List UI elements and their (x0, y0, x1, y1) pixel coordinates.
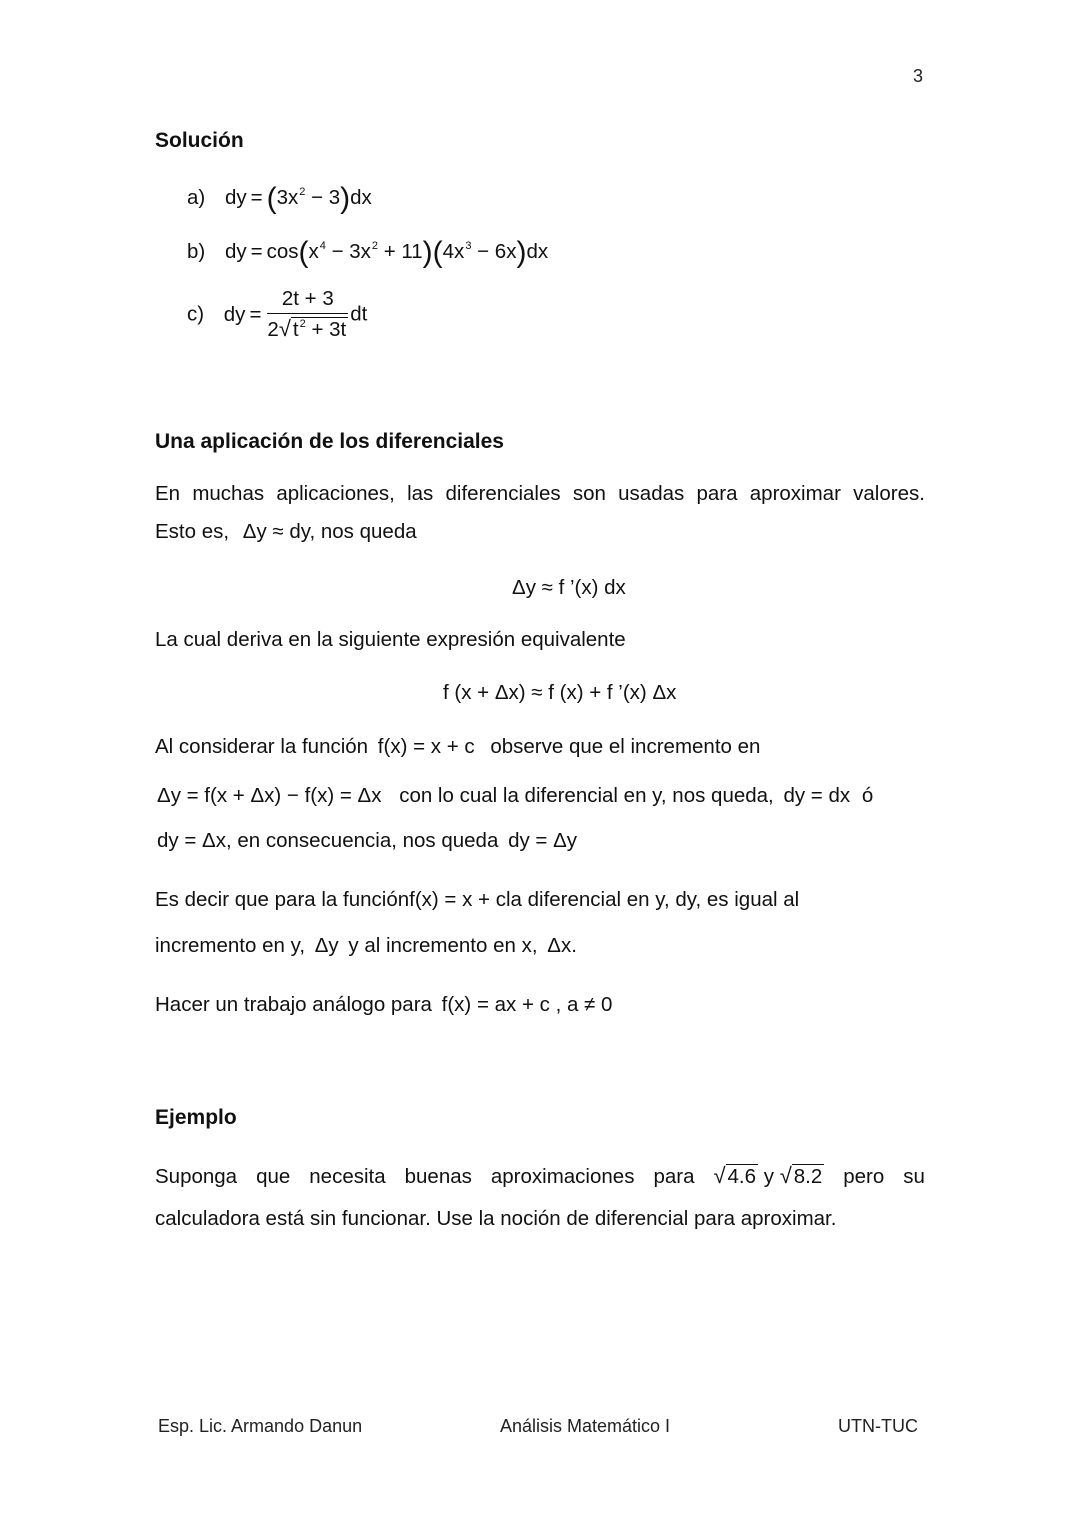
item-label: b) (187, 240, 206, 263)
example-line-2: calculadora está sin funcionar. Use la noción de diferencial para aproximar. (155, 1207, 837, 1230)
math-inline: dy = Δx (157, 829, 226, 852)
math-inline: Δx (547, 934, 572, 957)
footer-course: Análisis Matemático I (500, 1416, 671, 1436)
application-paragraph-3-line-3: dy = Δx, en consecuencia, nos queda dy = Δy (157, 829, 578, 852)
math-inline: Δy = f(x + Δx) − f(x) = Δx (157, 784, 382, 807)
solution-item-c: c) dy = $\frac{2t + 3}{2√t^2 + 3t}$ dt (187, 287, 368, 341)
math-inline: f(x) = x + c (409, 888, 506, 911)
math-inline: f(x) = x + c (377, 735, 475, 758)
application-paragraph-1-line-2: Esto es, Δy ≈ dy, nos queda (155, 520, 417, 543)
application-paragraph-3-line-1: Al considerar la función f(x) = x + c observe que el incremento en (155, 735, 761, 758)
fraction: $\frac{2t + 3}{2√t^2 + 3t}$ (267, 287, 347, 341)
sqrt-expressions: √4.6 y √8.2 (713, 1163, 823, 1188)
application-paragraph-1-line-1: En muchas aplicaciones, las diferenciales son usadas para aproximar valores. (155, 482, 925, 505)
application-paragraph-4-line-2: incremento en y, Δy y al incremento en x, Δx. (155, 934, 577, 957)
math-inline: Δy ≈ dy (242, 520, 310, 543)
sqrt-4-6: √4.6 (713, 1163, 757, 1188)
item-label: a) (187, 186, 206, 209)
math-inline: Δy (314, 934, 339, 957)
math-inline: dy = dx (783, 784, 851, 807)
formula-differential-approx: Δy ≈ f ’(x) dx (512, 576, 626, 599)
page-number: 3 (913, 66, 924, 86)
example-heading: Ejemplo (155, 1106, 237, 1129)
application-paragraph-3-line-2: Δy = f(x + Δx) − f(x) = Δx con lo cual la diferencial en y, nos queda, dy = dx ó (157, 784, 874, 807)
sqrt-8-2: √8.2 (779, 1163, 823, 1188)
solution-item-a: a) dy = $(3x^2 - 3)dx$ (187, 182, 372, 215)
formula-linear-approx: f (x + Δx) ≈ f (x) + f ’(x) Δx (443, 681, 677, 704)
solution-item-b: b) dy = $\cos(x^4 - 3x^2 + 11)(4x^3 - 6x)dx$ (187, 236, 549, 269)
math-inline: f(x) = ax + c (441, 993, 550, 1016)
example-line-1: Suponga que necesita buenas aproximaciones para √4.6 y √8.2 pero su (155, 1163, 925, 1188)
application-paragraph-2: La cual deriva en la siguiente expresión equivalente (155, 628, 626, 651)
item-label: c) (187, 302, 205, 326)
application-paragraph-5: Hacer un trabajo análogo para f(x) = ax + c , a ≠ 0 (155, 993, 613, 1016)
application-heading: Una aplicación de los diferenciales (155, 430, 504, 453)
footer-author: Esp. Lic. Armando Danun (158, 1416, 363, 1436)
footer-institution: UTN-TUC (838, 1416, 918, 1436)
application-paragraph-4-line-1: Es decir que para la funciónf(x) = x + cla diferencial en y, dy, es igual al (155, 888, 800, 911)
solution-heading: Solución (155, 129, 244, 152)
math-inline: dy = Δy (508, 829, 578, 852)
